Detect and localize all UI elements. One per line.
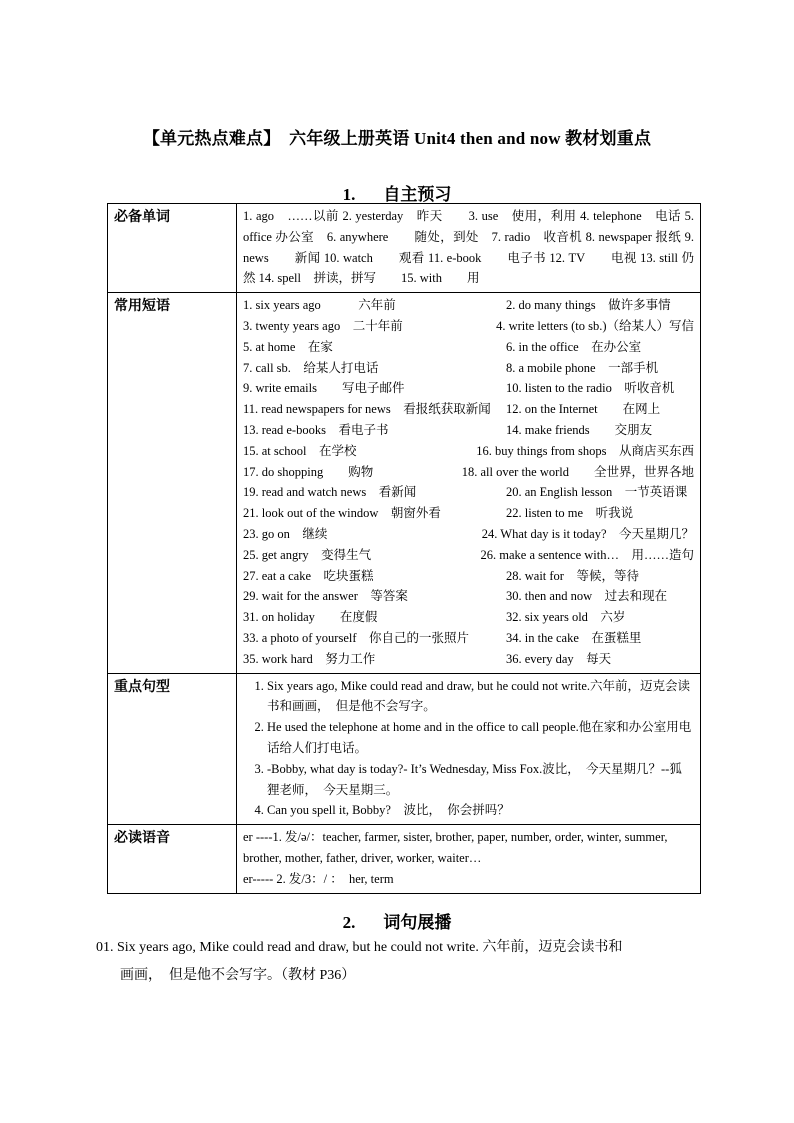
phrase-item: 19. read and watch news 看新闻 xyxy=(243,485,417,500)
phrase-item: 28. wait for 等候，等待 xyxy=(506,568,639,583)
phrase-item: 35. work hard 努力工作 xyxy=(243,651,376,666)
phrase-line xyxy=(243,337,694,358)
phonics-label: 必读语音 xyxy=(108,825,237,893)
phrase-item: 6. in the office 在办公室 xyxy=(506,339,642,354)
sentence-item: 1. Six years ago, Mike could read and draw, but he could not write.六年前，迈克会读书和画画， 但是他不会写字。 xyxy=(267,676,694,718)
section-2-heading xyxy=(0,908,794,933)
phrase-item: 11. read newspapers for news 看报纸获取新闻 xyxy=(243,402,491,417)
document-title: 【单元热点难点】 六年级上册英语 Unit4 then and now 教材划重点 xyxy=(142,129,652,148)
phrase-item: 26. make a sentence with… 用……造句 xyxy=(480,547,694,562)
phrase-item: 9. write emails 写电子邮件 xyxy=(243,381,405,396)
section-2-number: 2. xyxy=(342,913,356,932)
phrase-line xyxy=(243,295,694,316)
phrase-line xyxy=(243,503,694,524)
phrase-line xyxy=(243,607,694,628)
phrase-item: 3. twenty years ago 二十年前 xyxy=(243,318,403,333)
phrase-item: 36. every day 每天 xyxy=(506,651,612,666)
phrase-line xyxy=(243,441,694,462)
phrase-line xyxy=(243,628,694,649)
phrase-item: 1. six years ago 六年前 xyxy=(243,298,396,313)
phonics-cell xyxy=(237,825,701,893)
section-1-heading xyxy=(0,180,794,205)
section-1-number: 1. xyxy=(342,185,356,204)
words-label: 必备单词 xyxy=(108,204,237,293)
sentences-row xyxy=(108,673,701,825)
phrase-line xyxy=(243,420,694,441)
phrases-cell xyxy=(237,293,701,673)
phrases-label: 常用短语 xyxy=(108,293,237,673)
words-text: 1. ago ……以前 2. yesterday 昨天 3. use 使用，利用 4. telephone 电话 5. office 办公室 6. anywhere 随处，到处 7. radio 收音机 8. newspaper 报纸 9. news 新闻 10. watch 观看 11. e-book 电子书 12. TV 电视 13. still 仍然 14. spell 拼读，拼写 15. with 用 xyxy=(243,209,694,286)
sentence-item: 3. -Bobby, what day is today?- It’s Wednesday, Miss Fox.波比， 今天星期几？--狐狸老师， 今天星期三。 xyxy=(267,759,694,801)
phrase-item: 12. on the Internet 在网上 xyxy=(506,402,661,417)
phrase-item: 8. a mobile phone 一部手机 xyxy=(506,360,659,375)
sentences-label: 重点句型 xyxy=(108,673,237,825)
example-line-1: 01. Six years ago, Mike could read and draw, but he could not write. 六年前，迈克会读书和 xyxy=(96,940,623,955)
phrase-item: 13. read e-books 看电子书 xyxy=(243,422,389,437)
phrase-item: 34. in the cake 在蛋糕里 xyxy=(506,630,642,645)
sentence-list xyxy=(243,676,694,822)
phrase-line xyxy=(243,316,694,337)
phrase-item: 10. listen to the radio 听收音机 xyxy=(506,381,675,396)
phrase-item: 27. eat a cake 吃块蛋糕 xyxy=(243,568,374,583)
sentence-item: 2. He used the telephone at home and in the office to call people.他在家和办公室用电话给人们打电话。 xyxy=(267,717,694,759)
phrase-item: 32. six years old 六岁 xyxy=(506,610,626,625)
phonics-line-1: er ----1. 发/ə/：teacher, farmer, sister, brother, paper, number, order, winter, summer, brother, mother, father, driver, worker, waiter… xyxy=(243,830,668,865)
key-points-table xyxy=(107,203,701,894)
sentences-cell xyxy=(237,673,701,825)
phrase-line xyxy=(243,358,694,379)
sentence-item: 4. Can you spell it, Bobby? 波比， 你会拼吗？ xyxy=(267,800,694,821)
phrase-item: 14. make friends 交朋友 xyxy=(506,422,653,437)
phrase-item: 4. write letters (to sb.)（给某人）写信 xyxy=(496,318,694,333)
words-row xyxy=(108,204,701,293)
phrase-line xyxy=(243,378,694,399)
phrase-item: 2. do many things 做许多事情 xyxy=(506,298,671,313)
example-line-2: 画画， 但是他不会写字。（教材 P36） xyxy=(120,968,356,983)
phonics-line-2: er----- 2. 发/3：/ ： her, term xyxy=(243,871,394,886)
phrase-item: 22. listen to me 听我说 xyxy=(506,506,634,521)
phrase-line xyxy=(243,462,694,483)
phrase-line xyxy=(243,649,694,670)
section-1-title: 自主预习 xyxy=(383,185,452,204)
phrase-item: 31. on holiday 在度假 xyxy=(243,610,378,625)
phrase-line xyxy=(243,566,694,587)
phrase-line xyxy=(243,545,694,566)
phrase-line xyxy=(243,586,694,607)
phrase-item: 17. do shopping 购物 xyxy=(243,464,374,479)
phrase-item: 5. at home 在家 xyxy=(243,339,333,354)
phrase-item: 24. What day is it today? 今天星期几？ xyxy=(481,526,694,541)
phrase-item: 20. an English lesson 一节英语课 xyxy=(506,485,688,500)
phrase-item: 25. get angry 变得生气 xyxy=(243,547,372,562)
section-2-title: 词句展播 xyxy=(383,913,452,932)
phonics-row xyxy=(108,825,701,893)
phrase-item: 33. a photo of yourself 你自己的一张照片 xyxy=(243,630,470,645)
phrases-row xyxy=(108,293,701,673)
phrase-item: 16. buy things from shops 从商店买东西 xyxy=(476,443,694,458)
phrase-item: 29. wait for the answer 等答案 xyxy=(243,589,408,604)
words-cell xyxy=(237,204,701,293)
phrase-line xyxy=(243,524,694,545)
phrase-item: 30. then and now 过去和现在 xyxy=(506,589,668,604)
phrase-line xyxy=(243,399,694,420)
phrase-item: 23. go on 继续 xyxy=(243,526,328,541)
phrase-item: 18. all over the world 全世界，世界各地 xyxy=(461,464,694,479)
example-sentence xyxy=(96,934,698,990)
phrase-line xyxy=(243,482,694,503)
phrase-item: 7. call sb. 给某人打电话 xyxy=(243,360,379,375)
phrase-item: 21. look out of the window 朝窗外看 xyxy=(243,506,441,521)
phrase-item: 15. at school 在学校 xyxy=(243,443,357,458)
